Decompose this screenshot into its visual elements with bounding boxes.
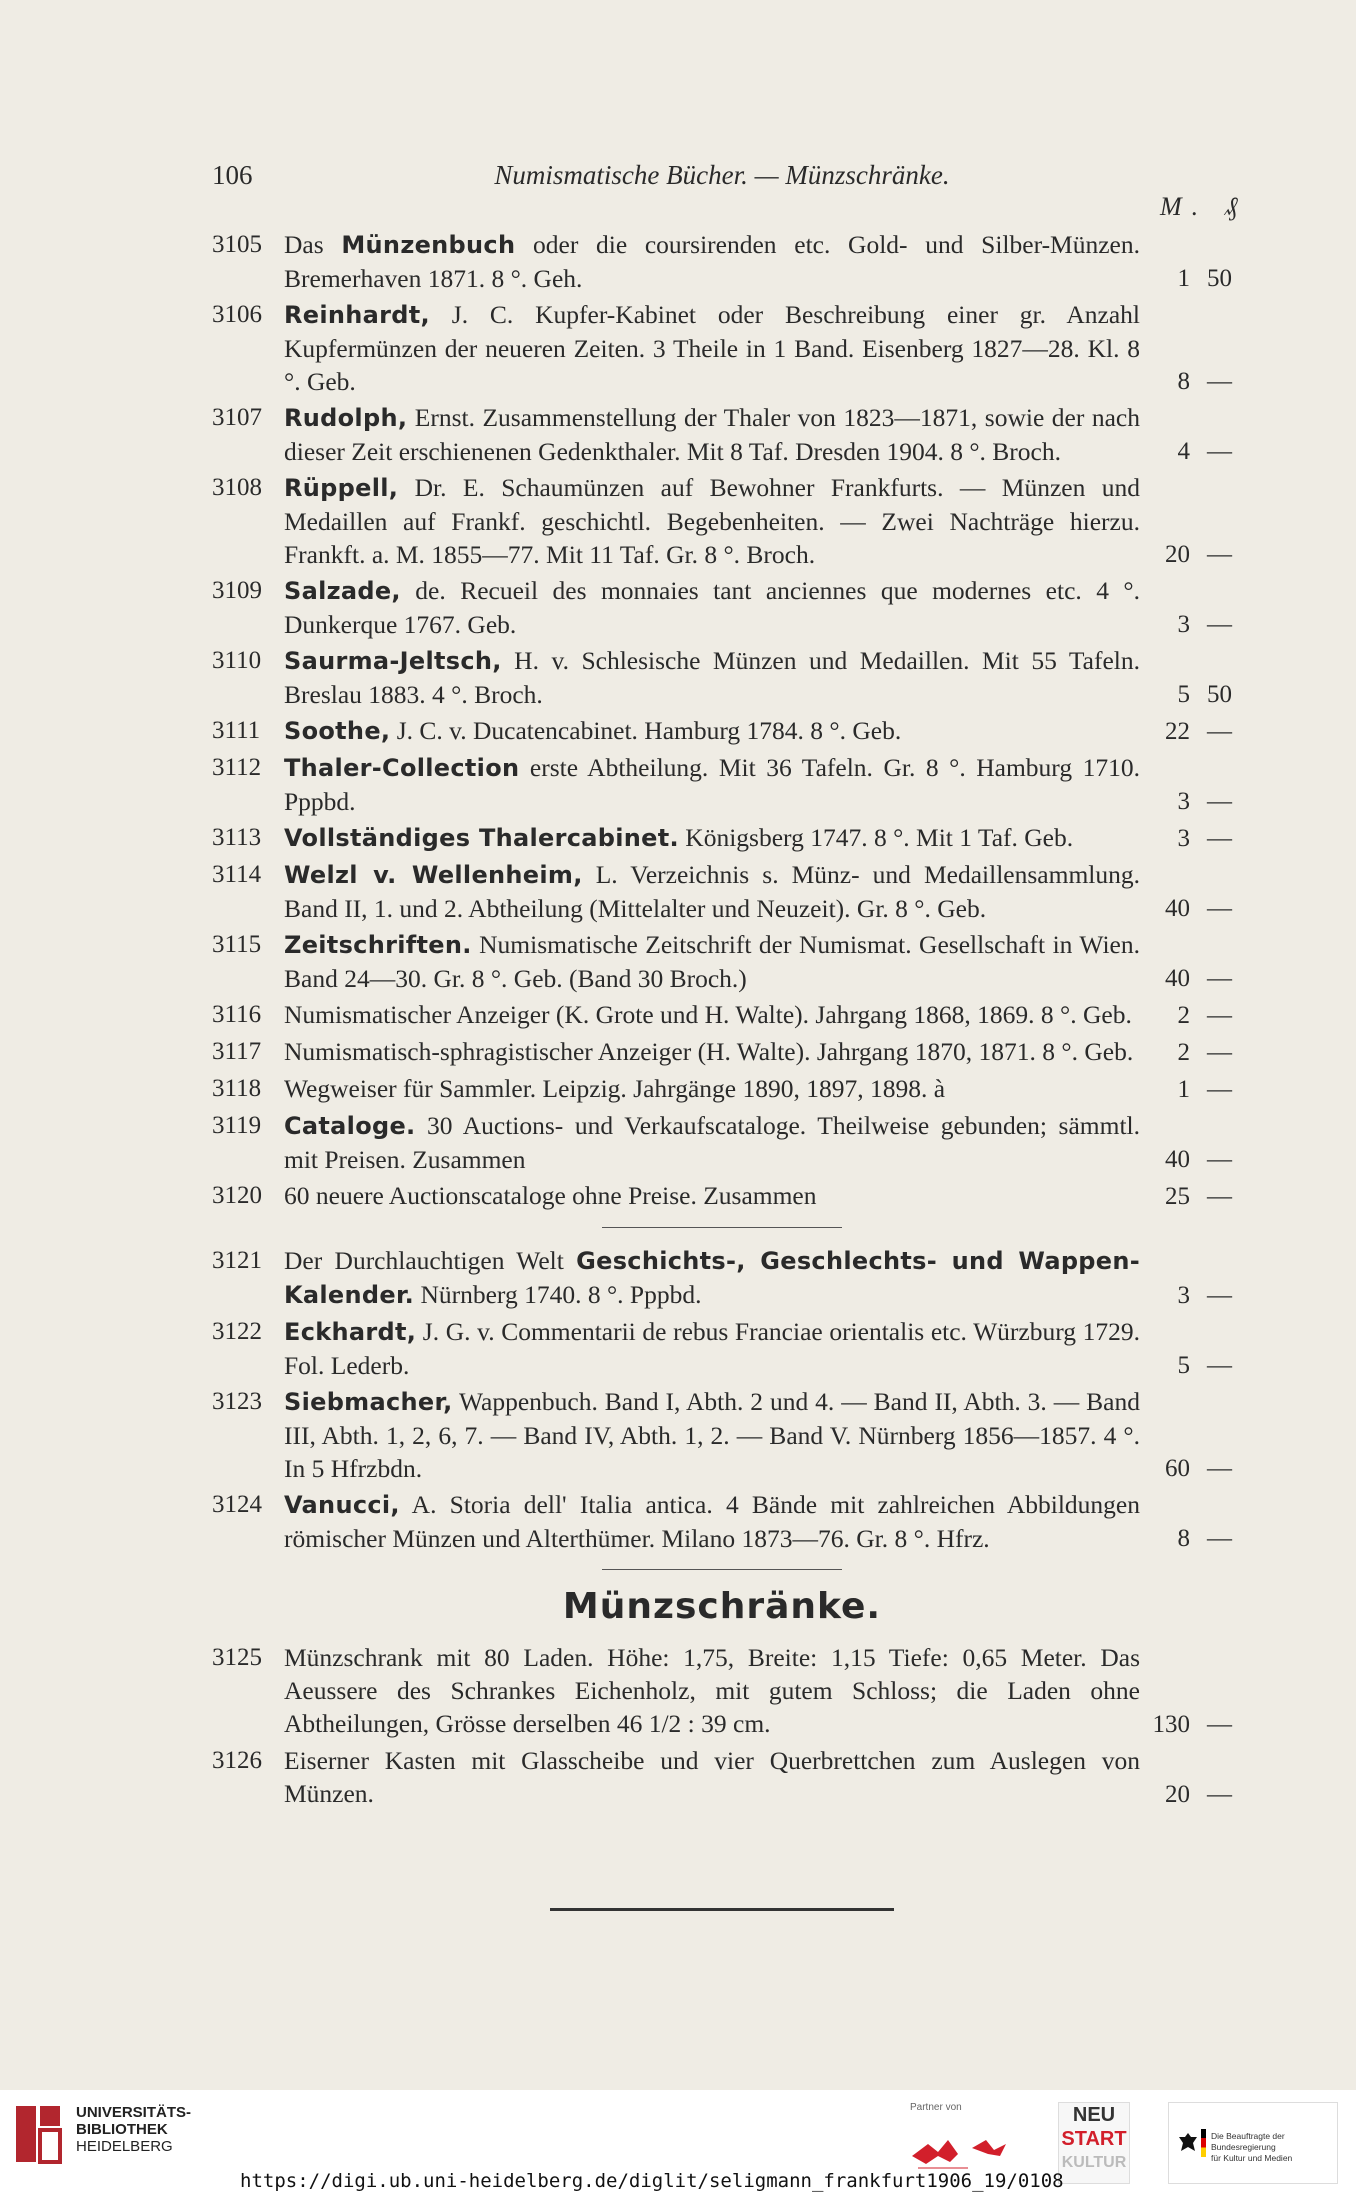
neustart-line: KULTUR	[1061, 2154, 1127, 2171]
entry-price	[1150, 1073, 1232, 1106]
price-marks: 22	[1165, 718, 1190, 745]
entry-price	[1150, 262, 1232, 295]
entry-price	[1150, 538, 1232, 571]
entry-text: Dr. E. Schaumünzen auf Bewohner Frankfurts. — Münzen und Medaillen auf Frankf. geschichtl. Begebenheiten. — Zwei Nachträge hierzu. Frankft. a. M. 1855—77. Mit 11 Taf. Gr. 8 °. Broch.	[284, 473, 1140, 569]
entry-price	[1150, 678, 1232, 711]
catalog-entry	[212, 1641, 1232, 1741]
entry-price	[1150, 1036, 1232, 1069]
entry-text: Nürnberg 1740. 8 °. Pppbd.	[414, 1280, 702, 1309]
entry-number: 3119	[212, 1112, 262, 1139]
price-marks: 20	[1165, 1781, 1190, 1808]
price-marks: 2	[1177, 1039, 1190, 1066]
entry-description	[284, 1179, 1140, 1213]
entry-text: J. C. Kupfer-Kabinet oder Beschreibung einer gr. Anzahl Kupfermünzen der neueren Zeiten. 3 Theile in 1 Band. Eisenberg 1827—28. Kl. 8 °. Geb.	[284, 300, 1140, 396]
entry-keyword: Vanucci,	[284, 1491, 400, 1519]
entry-keyword: Geschichts-, Geschlechts- und Wappen-Kalender.	[284, 1247, 1141, 1309]
price-marks: 5	[1177, 1352, 1190, 1379]
entry-description	[284, 471, 1140, 571]
entry-text: Königsberg 1747. 8 °. Mit 1 Taf. Geb.	[678, 823, 1074, 852]
entry-keyword: Eckhardt,	[284, 1318, 417, 1346]
entry-keyword: Soothe,	[284, 717, 391, 745]
library-name-line: UNIVERSITÄTS-	[76, 2104, 192, 2121]
entry-price	[1150, 999, 1232, 1032]
entry-text: Ernst. Zusammenstellung der Thaler von 1823—1871, sowie der nach dieser Zeit erschienenen Gedenkthaler. Mit 8 Taf. Dresden 1904. 8 °. Broch.	[284, 403, 1140, 466]
neustart-line: START	[1061, 2128, 1127, 2150]
price-marks: 8	[1177, 1525, 1190, 1552]
entry-text: 30 Auctions- und Verkaufscataloge. Theilweise gebunden; sämmtl. mit Preisen. Zusammen	[284, 1111, 1140, 1174]
price-marks: 25	[1165, 1183, 1190, 1210]
price-pfennig: —	[1207, 1183, 1232, 1210]
entry-text-prefix: Münzschrank mit 80 Laden. Höhe: 1,75, Breite: 1,15 Tiefe: 0,65 Meter. Das Aeussere des Schrankes Eichenholz, mit gutem Schloss; die Laden ohne Abtheilungen, Grösse derselben 46 1/2 : 39 cm.	[284, 1643, 1140, 1738]
entry-number: 3111	[212, 717, 261, 744]
price-pfennig: —	[1207, 611, 1232, 638]
price-pfennig: —	[1207, 1002, 1232, 1029]
university-library-name[interactable]	[76, 2104, 191, 2155]
entry-description	[284, 998, 1140, 1032]
entry-text-prefix: Wegweiser für Sammler. Leipzig. Jahrgänge 1890, 1897, 1898. à	[284, 1074, 946, 1103]
separator-rule	[602, 1227, 842, 1228]
entry-number: 3114	[212, 861, 262, 888]
price-pfennig: —	[1207, 1781, 1232, 1808]
entries-group-3	[212, 1641, 1232, 1811]
entry-price	[1150, 1522, 1232, 1555]
entries-group-2	[212, 1244, 1232, 1555]
entry-description	[284, 1488, 1140, 1555]
entry-number: 3112	[212, 754, 262, 781]
price-marks: 40	[1165, 895, 1190, 922]
entry-text: H. v. Schlesische Münzen und Medaillen. Mit 55 Tafeln. Breslau 1883. 4 °. Broch.	[284, 646, 1140, 709]
price-pfennig: —	[1207, 1146, 1232, 1173]
entry-price	[1150, 365, 1232, 398]
price-marks: 1	[1177, 1076, 1190, 1103]
separator-rule	[602, 1569, 842, 1570]
entry-description	[284, 401, 1140, 468]
catalog-entry	[212, 1315, 1232, 1382]
entry-number: 3125	[212, 1644, 262, 1671]
catalog-entry	[212, 1035, 1232, 1069]
entry-number: 3116	[212, 1001, 262, 1028]
price-pfennig: 50	[1207, 681, 1232, 708]
price-pfennig: —	[1207, 965, 1232, 992]
entry-description	[284, 821, 1140, 855]
price-marks: 3	[1177, 788, 1190, 815]
entry-description	[284, 1315, 1140, 1382]
entry-price	[1150, 892, 1232, 925]
entry-description	[284, 1641, 1140, 1741]
catalog-entry	[212, 998, 1232, 1032]
price-pfennig: —	[1207, 1455, 1232, 1482]
entry-description	[284, 644, 1140, 711]
entry-price	[1150, 1349, 1232, 1382]
bkm-text-line: Die Beauftragte der Bundesregierung	[1211, 2131, 1285, 2152]
running-head	[212, 160, 1232, 196]
catalog-entry	[212, 1244, 1232, 1312]
entry-text: J. C. v. Ducatencabinet. Hamburg 1784. 8 °. Geb.	[390, 716, 902, 745]
catalog-entry	[212, 644, 1232, 711]
catalog-entries	[212, 228, 1232, 1814]
partner-logo-icon[interactable]	[908, 2126, 1018, 2176]
federal-eagle-icon	[1177, 2131, 1199, 2155]
entry-description	[284, 298, 1140, 398]
catalog-entry	[212, 1488, 1232, 1555]
catalog-entry	[212, 1385, 1232, 1485]
entry-description	[284, 1385, 1140, 1485]
price-pfennig: —	[1207, 1076, 1232, 1103]
section-heading: Münzschränke.	[562, 1586, 882, 1627]
price-marks: 5	[1177, 681, 1190, 708]
entry-text: Numismatische Zeitschrift der Numismat. Gesellschaft in Wien. Band 24—30. Gr. 8 °. Geb. (Band 30 Broch.)	[284, 930, 1140, 993]
entry-number: 3105	[212, 231, 262, 258]
entry-description	[284, 1035, 1140, 1069]
entry-description	[284, 574, 1140, 641]
entry-price	[1150, 435, 1232, 468]
price-pfennig: —	[1207, 1711, 1232, 1738]
entry-price	[1150, 962, 1232, 995]
catalog-entry	[212, 228, 1232, 295]
entry-keyword: Vollständiges Thalercabinet.	[284, 824, 679, 852]
price-pfennig: —	[1207, 368, 1232, 395]
bkm-text-line: für Kultur und Medien	[1211, 2153, 1293, 2163]
entry-description	[284, 1072, 1140, 1106]
catalog-entry	[212, 1179, 1232, 1213]
entry-text: erste Abtheilung. Mit 36 Tafeln. Gr. 8 °. Hamburg 1710. Pppbd.	[284, 753, 1140, 816]
entry-description	[284, 858, 1140, 925]
entry-price	[1150, 1279, 1232, 1312]
entry-keyword: Rüppell,	[284, 474, 399, 502]
price-marks: 40	[1165, 1146, 1190, 1173]
catalog-entry	[212, 471, 1232, 571]
price-marks: 3	[1177, 1282, 1190, 1309]
entry-text-prefix: Eiserner Kasten mit Glasscheibe und vier Querbrettchen zum Auslegen von Münzen.	[284, 1746, 1140, 1808]
catalog-entry	[212, 298, 1232, 398]
entry-description	[284, 1744, 1140, 1811]
price-marks: 20	[1165, 541, 1190, 568]
entry-description	[284, 714, 1140, 748]
price-marks: 40	[1165, 965, 1190, 992]
catalog-entry	[212, 1744, 1232, 1811]
entry-number: 3110	[212, 647, 262, 674]
entry-text: A. Storia dell' Italia antica. 4 Bände mit zahlreichen Abbildungen römischer Münzen und Alterthümer. Milano 1873—76. Gr. 8 °. Hfrz.	[284, 1490, 1140, 1553]
entry-description	[284, 928, 1140, 995]
entry-text: de. Recueil des monnaies tant anciennes que modernes etc. 4 °. Dunkerque 1767. Geb.	[284, 576, 1140, 639]
entry-text: J. G. v. Commentarii de rebus Franciae orientalis etc. Würzburg 1729. Fol. Lederb.	[284, 1317, 1140, 1380]
price-pfennig: —	[1207, 1525, 1232, 1552]
price-marks: 2	[1177, 1002, 1190, 1029]
entry-keyword: Rudolph,	[284, 404, 408, 432]
entry-price	[1150, 715, 1232, 748]
entry-keyword: Reinhardt,	[284, 301, 430, 329]
library-name-line: BIBLIOTHEK	[76, 2121, 168, 2138]
entry-number: 3122	[212, 1318, 262, 1345]
bkm-text	[1211, 2131, 1337, 2164]
entry-number: 3117	[212, 1038, 262, 1065]
entry-price	[1150, 1452, 1232, 1485]
entry-number: 3108	[212, 474, 262, 501]
price-marks: 60	[1165, 1455, 1190, 1482]
price-pfennig: 50	[1207, 265, 1232, 292]
catalog-entry	[212, 821, 1232, 855]
entry-text-prefix: Das	[284, 230, 342, 259]
price-pfennig: —	[1207, 1282, 1232, 1309]
catalog-entry	[212, 858, 1232, 925]
entry-price	[1150, 785, 1232, 818]
entry-number: 3120	[212, 1182, 262, 1209]
price-pfennig: —	[1207, 438, 1232, 465]
entry-keyword: Münzenbuch	[341, 231, 516, 259]
permalink-url[interactable]: https://digi.ub.uni-heidelberg.de/diglit/seligmann_frankfurt1906_19/0108	[240, 2170, 1064, 2192]
price-pfennig: —	[1207, 718, 1232, 745]
price-pfennig: —	[1207, 825, 1232, 852]
entry-text-prefix: Numismatischer Anzeiger (K. Grote und H. Walte). Jahrgang 1868, 1869. 8 °. Geb.	[284, 1000, 1132, 1029]
entry-price	[1150, 1143, 1232, 1176]
entry-number: 3113	[212, 824, 262, 851]
end-ornament-rule	[550, 1908, 894, 1911]
entry-price	[1150, 1180, 1232, 1213]
entry-number: 3109	[212, 577, 262, 604]
entry-keyword: Zeitschriften.	[284, 931, 472, 959]
price-marks: 1	[1177, 265, 1190, 292]
price-pfennig: —	[1207, 788, 1232, 815]
price-marks: 130	[1152, 1711, 1190, 1738]
catalog-entry	[212, 928, 1232, 995]
entry-description	[284, 1109, 1140, 1176]
catalog-entry	[212, 401, 1232, 468]
entry-description	[284, 228, 1140, 295]
entry-text-prefix: Numismatisch-sphragistischer Anzeiger (H. Walte). Jahrgang 1870, 1871. 8 °. Geb.	[284, 1037, 1134, 1066]
entry-keyword: Saurma-Jeltsch,	[284, 647, 502, 675]
entry-number: 3126	[212, 1747, 262, 1774]
entry-number: 3121	[212, 1247, 262, 1274]
catalog-entry	[212, 1072, 1232, 1106]
entries-group-1	[212, 228, 1232, 1213]
price-pfennig: —	[1207, 1352, 1232, 1379]
neustart-kultur-logo[interactable]	[1058, 2102, 1130, 2184]
entry-number: 3118	[212, 1075, 262, 1102]
entry-price	[1150, 1708, 1232, 1741]
university-library-logo-icon[interactable]	[14, 2104, 66, 2164]
entry-text: Wappenbuch. Band I, Abth. 2 und 4. — Band II, Abth. 3. — Band III, Abth. 1, 2, 6, 7. — Band IV, Abth. 1, 2. — Band V. Nürnberg 1856—1857. 4 °. In 5 Hfrzbdn.	[284, 1387, 1140, 1483]
entry-text: L. Verzeichnis s. Münz- und Medaillensammlung. Band II, 1. und 2. Abtheilung (Mittelalter und Neuzeit). Gr. 8 °. Geb.	[284, 860, 1140, 923]
catalog-entry	[212, 1109, 1232, 1176]
currency-columns-label: M. ₰	[1160, 192, 1248, 221]
entry-number: 3123	[212, 1388, 262, 1415]
price-marks: 8	[1177, 368, 1190, 395]
price-pfennig: —	[1207, 895, 1232, 922]
entry-number: 3115	[212, 931, 262, 958]
price-marks: 3	[1177, 825, 1190, 852]
bkm-logo[interactable]	[1168, 2102, 1338, 2184]
entry-price	[1150, 1778, 1232, 1811]
price-pfennig: —	[1207, 541, 1232, 568]
neustart-line: NEU	[1072, 2104, 1116, 2126]
catalog-entry	[212, 751, 1232, 818]
entry-keyword: Thaler-Collection	[284, 754, 520, 782]
catalog-entry	[212, 574, 1232, 641]
entry-keyword: Cataloge.	[284, 1112, 416, 1140]
partner-label: Partner von	[910, 2102, 962, 2113]
entry-keyword: Salzade,	[284, 577, 401, 605]
price-marks: 4	[1177, 438, 1190, 465]
price-marks: 3	[1177, 611, 1190, 638]
entry-description	[284, 751, 1140, 818]
entry-text-prefix: 60 neuere Auctionscataloge ohne Preise. Zusammen	[284, 1181, 817, 1210]
entry-number: 3124	[212, 1491, 262, 1518]
library-city: HEIDELBERG	[76, 2138, 173, 2155]
page-title: Numismatische Bücher. — Münzschränke.	[494, 160, 950, 190]
entry-number: 3106	[212, 301, 262, 328]
entry-description	[284, 1244, 1140, 1312]
german-flag-icon	[1201, 2129, 1206, 2157]
entry-text-prefix: Der Durchlauchtigen Welt	[284, 1246, 577, 1275]
entry-number: 3107	[212, 404, 262, 431]
price-pfennig: —	[1207, 1039, 1232, 1066]
entry-price	[1150, 608, 1232, 641]
catalog-entry	[212, 714, 1232, 748]
entry-text: oder die coursirenden etc. Gold- und Silber-Münzen. Bremerhaven 1871. 8 °. Geh.	[284, 230, 1140, 293]
entry-keyword: Welzl v. Wellenheim,	[284, 861, 583, 889]
page-number: 106	[212, 160, 253, 190]
entry-keyword: Siebmacher,	[284, 1388, 453, 1416]
entry-price	[1150, 822, 1232, 855]
